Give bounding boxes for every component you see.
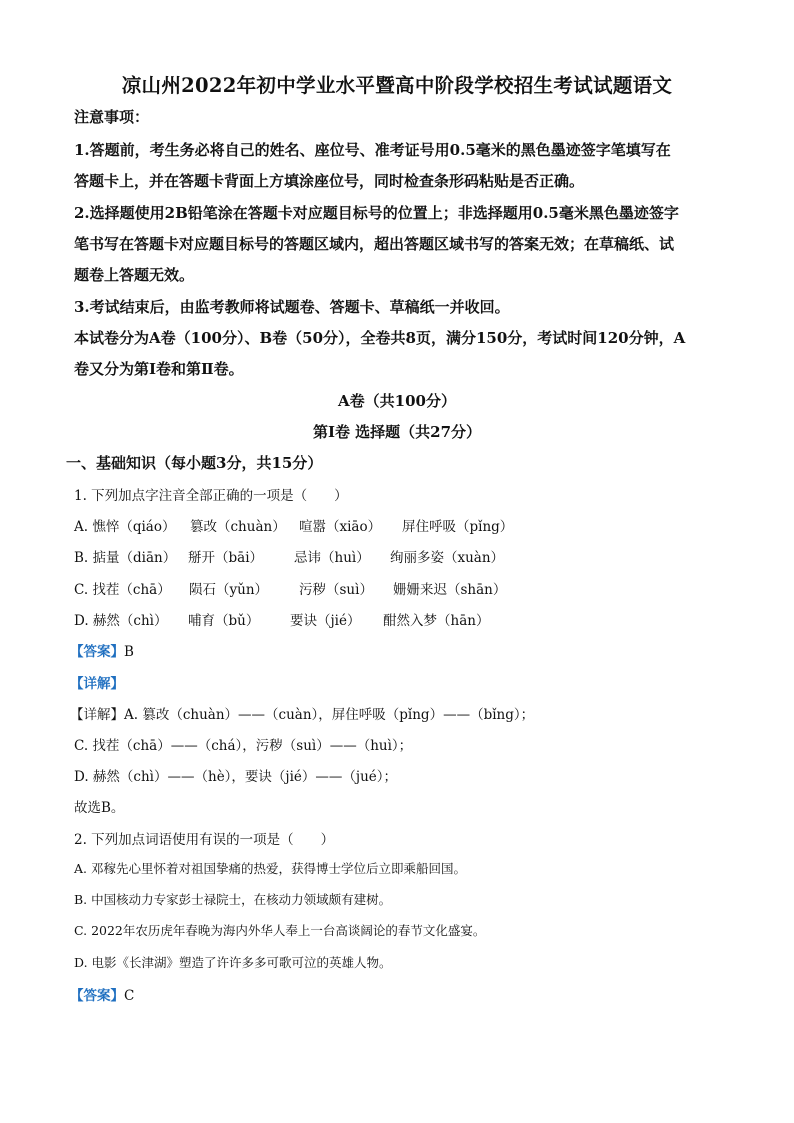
section-a-heading: A卷（共100分） [338,392,456,410]
q1-option-a-4: 屏住呼吸（pǐng） [402,519,514,535]
page-title: 凉山州2022年初中学业水平暨高中阶段学校招生考试试题语文 [121,74,673,97]
answer-tag: 【答案】 [70,644,124,660]
notice-line-6: 3.考试结束后，由监考教师将试题卷、答题卡、草稿纸一并收回。 [74,298,510,316]
q2-option-a: A. 邓稼先心里怀着对祖国挚痛的热爱，获得博士学位后立即乘船回国。 [74,861,466,876]
q1-explanation-2: C. 找茬（chā）——（chá），污秽（suì）——（huì）； [74,738,413,754]
notice-line-1: 1.答题前，考生务必将自己的姓名、座位号、准考证号用0.5毫米的黑色墨迹签字笔填写在 [74,141,671,159]
q1-option-c-2: 陨石（yǔn） [189,582,269,598]
notice-line-4: 笔书写在答题卡对应题目标号的答题区域内，超出答题区域书写的答案无效；在草稿纸、试 [74,235,675,253]
detail-tag: 【详解】 [70,676,124,692]
q1-option-c-1: C. 找茬（chā） [74,582,171,598]
q1-option-d-3: 要诀（jié） [290,613,361,629]
q2-answer-value: C [124,988,135,1004]
category-one-heading: 一、基础知识（每小题3分，共15分） [66,454,323,472]
detail-tag-inline: 【详解】 [70,707,124,723]
notice-line-3: 2.选择题使用2B铅笔涂在答题卡对应题目标号的位置上；非选择题用0.5毫米黑色墨迹签字 [74,204,679,222]
answer-tag: 【答案】 [70,988,124,1004]
notice-line-2: 答题卡上，并在答题卡背面上方填涂座位号，同时检查条形码粘贴是否正确。 [74,172,585,190]
q1-option-b-4: 绚丽多姿（xuàn） [390,550,505,566]
q1-stem: 1. 下列加点字注音全部正确的一项是（ ） [74,488,348,504]
q1-option-c-4: 姗姗来迟（shān） [393,582,507,598]
part-one-heading: 第Ⅰ卷 选择题（共27分） [312,423,482,441]
q2-option-c: C. 2022年农历虎年春晚为海内外华人奉上一台高谈阔论的春节文化盛宴。 [74,923,486,938]
q1-option-d-1: D. 赫然（chì） [74,613,168,629]
q1-detail-heading [70,672,724,692]
q1-option-d-2: 哺育（bǔ） [188,613,260,629]
q2-answer [70,984,724,1004]
q2-option-b: B. 中国核动力专家彭士禄院士，在核动力领域颇有建树。 [74,892,392,907]
q1-explanation-1 [70,703,724,723]
q1-option-b-3: 忌讳（huì） [294,550,370,566]
q2-option-d: D. 电影《长津湖》塑造了许许多多可歌可泣的英雄人物。 [74,955,392,970]
q1-answer [70,640,724,660]
q1-option-d-4: 酣然入梦（hān） [383,613,490,629]
q1-option-c-3: 污秽（suì） [299,582,373,598]
notice-line-8: 卷又分为第Ⅰ卷和第Ⅱ卷。 [74,360,244,378]
q1-option-b-2: 掰开（bāi） [188,550,264,566]
q1-explanation-4: 故选B。 [74,800,125,816]
q1-option-b-1: B. 掂量（diān） [74,550,177,566]
notice-line-7: 本试卷分为A卷（100分）、B卷（50分），全卷共8页，满分150分，考试时间120分钟，A [74,329,686,347]
q2-stem: 2. 下列加点词语使用有误的一项是（ ） [74,832,335,848]
q1-explanation-a: A. 篡改（chuàn）——（cuàn），屏住呼吸（pǐng）——（bǐng）； [124,707,535,723]
q1-answer-value: B [124,644,134,660]
q1-explanation-3: D. 赫然（chì）——（hè），要诀（jié）——（jué）； [74,769,398,785]
q1-option-a-2: 篡改（chuàn） [190,519,286,535]
q1-option-a-1: A. 憔悴（qiáo） [74,519,176,535]
notice-line-5: 题卷上答题无效。 [74,266,195,284]
q1-option-a-3: 喧嚣（xiāo） [299,519,382,535]
notice-heading: 注意事项： [74,108,150,126]
